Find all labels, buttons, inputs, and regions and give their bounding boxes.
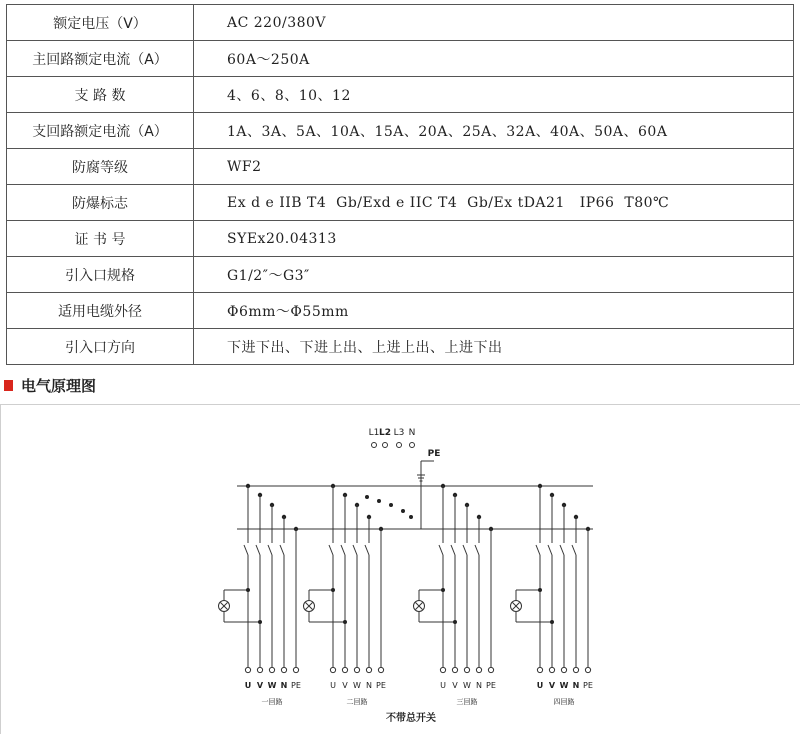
breaker-contact-icon <box>329 545 333 555</box>
output-terminal-label: PE <box>376 681 386 690</box>
pe-label: PE <box>427 449 441 459</box>
spec-table <box>6 4 794 365</box>
spec-label: 防腐等级 <box>7 149 194 185</box>
output-terminal-icon <box>366 667 371 672</box>
output-terminal-label: W <box>353 681 361 690</box>
spec-value: Ex d e IIB T4 Gb/Exd e IIC T4 Gb/Ex tDA21 IP66 T80℃ <box>194 185 794 221</box>
spec-value: 下进下出、下进上出、上进上出、上进下出 <box>194 329 794 365</box>
spec-value: AC 220/380V <box>194 5 794 41</box>
junction-dot <box>343 620 347 624</box>
breaker-contact-icon <box>548 545 552 555</box>
output-terminal-label: W <box>559 681 569 690</box>
section-heading <box>4 375 96 395</box>
junction-dot <box>246 588 250 592</box>
breaker-contact-icon <box>475 545 479 555</box>
output-terminal-label: V <box>342 681 348 690</box>
circuit-label: 一回路 <box>261 698 283 706</box>
junction-dot <box>538 588 542 592</box>
output-terminal-label: V <box>548 681 556 690</box>
spec-label: 引入口规格 <box>7 257 194 293</box>
spec-value: 4、6、8、10、12 <box>194 77 794 113</box>
output-terminal-label: PE <box>291 681 301 690</box>
breaker-contact-icon <box>244 545 248 555</box>
output-terminal-label: PE <box>486 681 496 690</box>
breaker-contact-icon <box>560 545 564 555</box>
spec-row <box>7 113 794 149</box>
spec-value: SYEx20.04313 <box>194 221 794 257</box>
supply-terminal-icon <box>383 443 388 448</box>
spec-label: 主回路额定电流（A） <box>7 41 194 77</box>
feed-dot <box>365 495 369 499</box>
breaker-contact-icon <box>256 545 260 555</box>
breaker-contact-icon <box>439 545 443 555</box>
output-terminal-icon <box>342 667 347 672</box>
output-terminal-icon <box>440 667 445 672</box>
output-terminal-icon <box>452 667 457 672</box>
junction-dot <box>258 620 262 624</box>
junction-dot <box>550 620 554 624</box>
spec-row <box>7 77 794 113</box>
feed-dot <box>401 509 405 513</box>
output-terminal-icon <box>257 667 262 672</box>
breaker-contact-icon <box>341 545 345 555</box>
output-terminal-icon <box>330 667 335 672</box>
junction-dot <box>331 588 335 592</box>
circuit-label: 四回路 <box>553 698 575 706</box>
supply-terminal-icon <box>397 443 402 448</box>
electrical-schematic <box>0 404 800 734</box>
output-terminal-icon <box>281 667 286 672</box>
supply-terminal-icon <box>372 443 377 448</box>
output-terminal-label: U <box>244 681 252 690</box>
output-terminal-icon <box>585 667 590 672</box>
output-terminal-label: V <box>256 681 264 690</box>
circuit-label: 二回路 <box>346 698 368 706</box>
output-terminal-icon <box>293 667 298 672</box>
spec-value: 1A、3A、5A、10A、15A、20A、25A、32A、40A、50A、60A <box>194 113 794 149</box>
spec-value: G1/2″～G3″ <box>194 257 794 293</box>
output-terminal-icon <box>378 667 383 672</box>
output-terminal-label: W <box>267 681 277 690</box>
output-terminal-label: U <box>536 681 544 690</box>
breaker-contact-icon <box>280 545 284 555</box>
spec-label: 额定电压（V） <box>7 5 194 41</box>
spec-label: 支回路额定电流（A） <box>7 113 194 149</box>
spec-label: 支 路 数 <box>7 77 194 113</box>
supply-label: N <box>408 428 416 438</box>
diagram-caption: 不带总开关 <box>386 713 436 724</box>
spec-value: WF2 <box>194 149 794 185</box>
spec-label: 防爆标志 <box>7 185 194 221</box>
spec-row <box>7 257 794 293</box>
supply-label: L3 <box>393 428 405 438</box>
breaker-contact-icon <box>572 545 576 555</box>
breaker-contact-icon <box>463 545 467 555</box>
breaker-contact-icon <box>451 545 455 555</box>
output-terminal-icon <box>537 667 542 672</box>
output-terminal-label: U <box>440 681 446 690</box>
output-terminal-icon <box>561 667 566 672</box>
output-terminal-icon <box>269 667 274 672</box>
feed-dot <box>377 499 381 503</box>
breaker-contact-icon <box>365 545 369 555</box>
feed-dot <box>409 515 413 519</box>
spec-row <box>7 5 794 41</box>
feed-dot <box>389 503 393 507</box>
junction-dot <box>441 588 445 592</box>
supply-label: L1 <box>368 428 380 438</box>
circuit-label: 三回路 <box>456 698 478 706</box>
spec-row <box>7 185 794 221</box>
breaker-contact-icon <box>353 545 357 555</box>
output-terminal-label: N <box>280 681 288 690</box>
output-terminal-icon <box>573 667 578 672</box>
spec-row <box>7 149 794 185</box>
output-terminal-label: V <box>452 681 458 690</box>
spec-row <box>7 293 794 329</box>
output-terminal-label: N <box>476 681 482 690</box>
spec-label: 引入口方向 <box>7 329 194 365</box>
spec-value: 60A～250A <box>194 41 794 77</box>
spec-label: 适用电缆外径 <box>7 293 194 329</box>
spec-row <box>7 329 794 365</box>
schematic-drawing <box>1 405 799 735</box>
spec-row <box>7 221 794 257</box>
output-terminal-icon <box>488 667 493 672</box>
output-terminal-icon <box>476 667 481 672</box>
section-marker-icon <box>4 380 13 391</box>
breaker-contact-icon <box>268 545 272 555</box>
junction-dot <box>453 620 457 624</box>
supply-terminal-icon <box>410 443 415 448</box>
spec-value: Φ6mm～Φ55mm <box>194 293 794 329</box>
spec-row <box>7 41 794 77</box>
output-terminal-icon <box>354 667 359 672</box>
supply-label: L2 <box>379 428 391 438</box>
output-terminal-label: PE <box>583 681 593 690</box>
output-terminal-icon <box>464 667 469 672</box>
section-title: 电气原理图 <box>21 376 97 395</box>
output-terminal-label: N <box>572 681 580 690</box>
output-terminal-label: W <box>463 681 471 690</box>
output-terminal-label: U <box>330 681 336 690</box>
output-terminal-icon <box>245 667 250 672</box>
output-terminal-icon <box>549 667 554 672</box>
output-terminal-label: N <box>366 681 372 690</box>
spec-label: 证 书 号 <box>7 221 194 257</box>
breaker-contact-icon <box>536 545 540 555</box>
